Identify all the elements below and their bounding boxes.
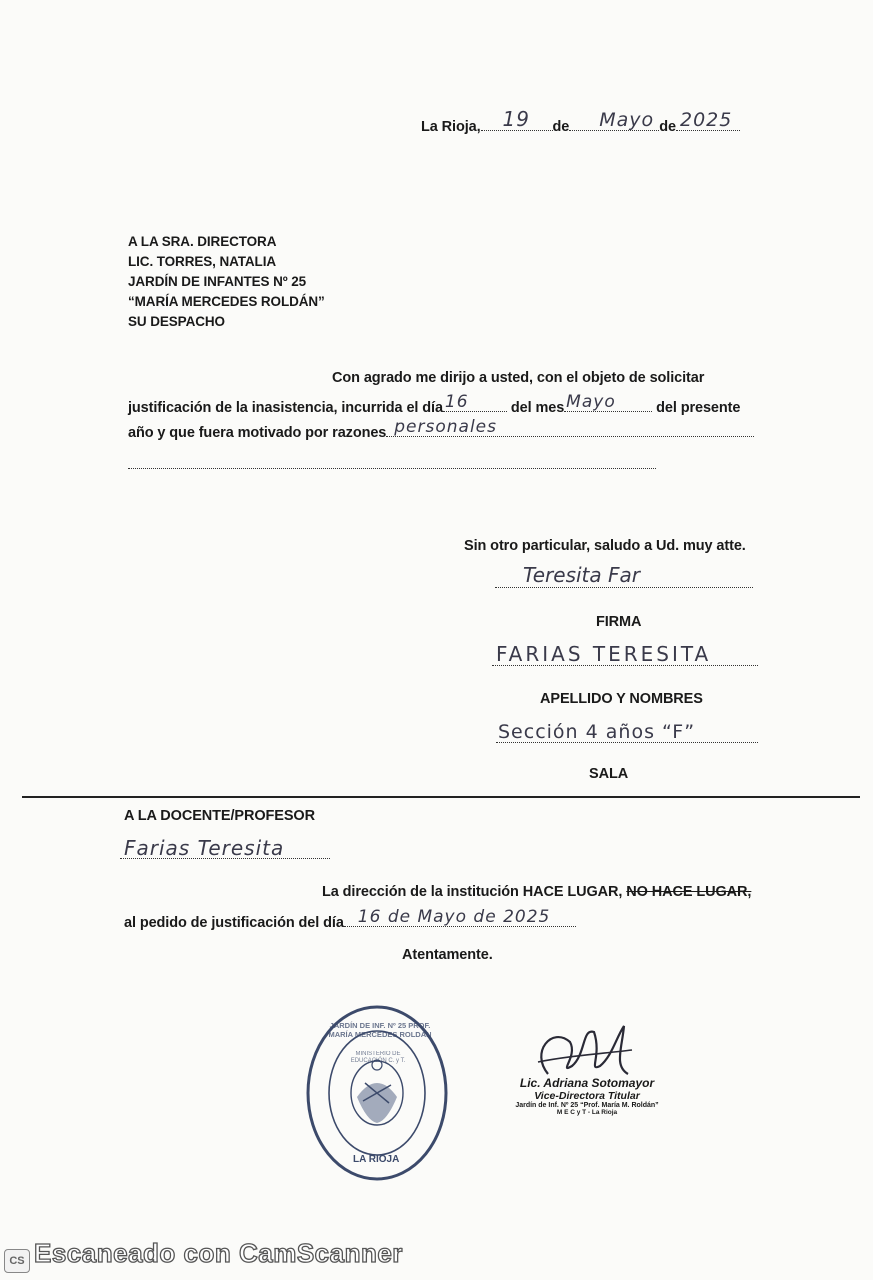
reason-continuation-line [128,468,656,469]
stamp-ring-text: JARDÍN DE INF. Nº 25 PROF. MARÍA MERCEDES ROLDÁN [328,1021,432,1039]
sala-handwritten: Sección 4 años “F” [498,721,696,743]
farewell-text: Sin otro particular, saludo a Ud. muy atte. [464,538,746,554]
recipient-line-2: LIC. TORRES, NATALIA [128,254,276,269]
signature-line [495,563,753,588]
year-handwritten: 2025 [680,109,733,131]
recipient-line-3: JARDÍN DE INFANTES Nº 25 [128,274,307,289]
absence-month-field [564,392,652,412]
institution-stamp [305,1003,450,1183]
official-block [498,1076,676,1116]
teacher-line [120,838,330,859]
official-ministry: M E C y T - La Rioja [556,1109,618,1116]
name-label: APELLIDO Y NOMBRES [540,691,703,707]
month-field [569,109,659,131]
date-line [421,107,740,135]
recipient-line-4: “MARÍA MERCEDES ROLDÁN” [128,294,325,309]
camscanner-badge [4,1249,30,1273]
sala-label: SALA [589,766,629,782]
camscanner-badge-text: CS [9,1255,25,1267]
recipient-block [128,232,325,332]
body-line-2 [128,392,741,416]
stamp-bottom-text: LA RIOJA [353,1154,400,1165]
response-line-1 [322,884,751,900]
place-label: La Rioja, [421,119,481,135]
stamp-inner-text: MINISTERIO DE EDUCACIÓN C. y T. [350,1051,406,1064]
absence-day-field [443,392,507,412]
hace-lugar-text: La dirección de la institución HACE LUGAR, [322,884,623,900]
recipient-line-1: A LA SRA. DIRECTORA [128,234,277,249]
year-field [676,109,740,131]
response-line-2-start: al pedido de justificación del día [124,915,344,931]
official-institution: Jardín de Inf. Nº 25 “Prof. María M. Roldán” [515,1102,659,1109]
official-name: Lic. Adriana Sotomayor [519,1076,655,1090]
sala-line [496,722,758,743]
body-line-1: Con agrado me dirijo a usted, con el objeto de solicitar [332,370,705,386]
firma-label: FIRMA [596,614,642,630]
de-label-2: de [659,119,676,135]
no-hace-lugar-struck: NO HACE LUGAR, [626,884,752,900]
camscanner-watermark: Escaneado con CamScanner [34,1238,403,1268]
body-line-3-start: año y que fuera motivado por razones [128,425,387,441]
response-line-2 [124,907,576,931]
justified-date-handwritten: 16 de Mayo de 2025 [357,907,551,927]
name-handwritten: FARIAS TERESITA [496,642,712,666]
justified-date-field [344,907,576,927]
official-title: Vice-Directora Titular [534,1090,640,1102]
recipient-line-5: SU DESPACHO [128,314,225,329]
month-handwritten: Mayo [599,109,655,131]
de-label-1: de [552,119,570,135]
day-handwritten: 19 [502,107,530,131]
signature-handwritten: Teresita Far [523,563,640,587]
name-line [492,642,758,666]
absence-day-handwritten: 16 [444,392,469,412]
reason-handwritten: personales [394,417,497,437]
body-line-2-end: del presente [656,400,741,416]
teacher-handwritten: Farias Teresita [124,836,285,860]
body-line-2-start: justificación de la inasistencia, incurrida el día [128,400,443,416]
day-field [481,107,553,131]
body-line-3 [128,417,754,441]
absence-month-handwritten: Mayo [566,392,616,412]
regards-text: Atentamente. [402,947,493,963]
section-divider [22,796,860,798]
reason-field [386,417,754,437]
response-to-label: A LA DOCENTE/PROFESOR [124,808,315,824]
body-line-2-middle: del mes [510,400,565,416]
